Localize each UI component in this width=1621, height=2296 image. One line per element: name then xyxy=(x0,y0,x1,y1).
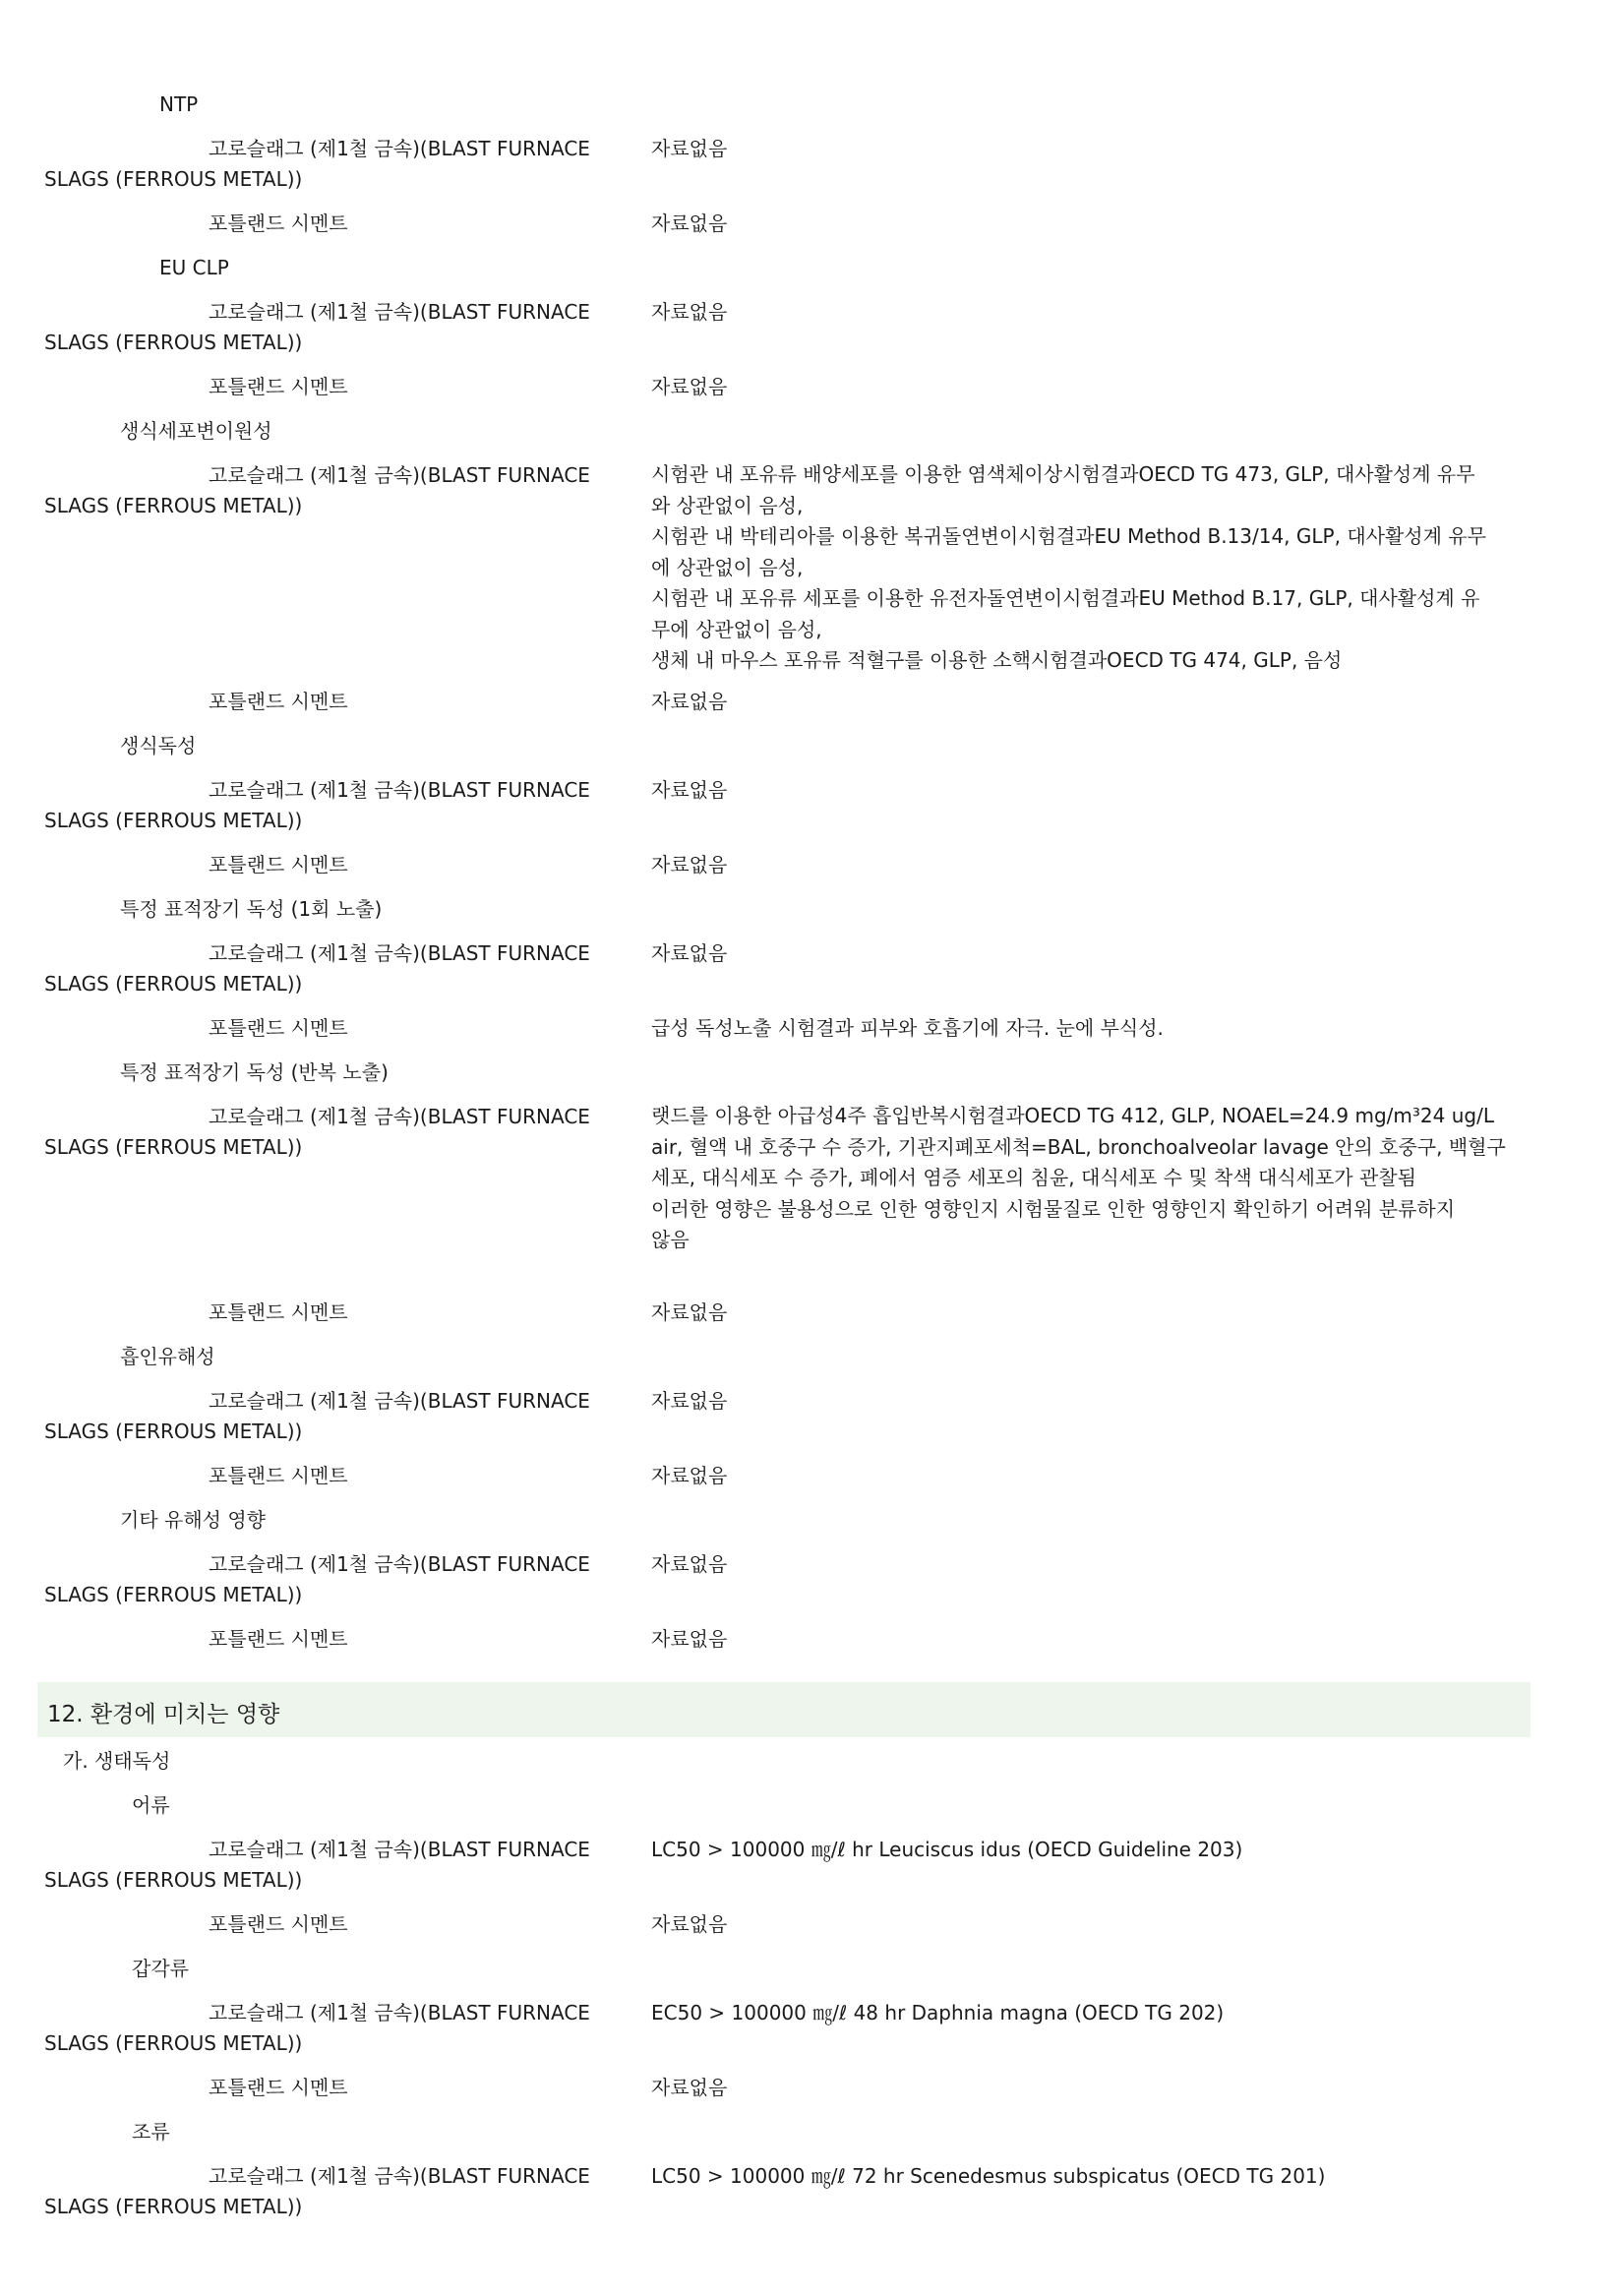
reproductive-label: 생식독성 xyxy=(120,734,197,757)
substance-cement-name: 포틀랜드 시멘트 xyxy=(209,1016,348,1040)
value-line: 시험관 내 포유류 배양세포를 이용한 염색체이상시험결과OECD TG 473, GLP, 대사활성계 유무 xyxy=(651,462,1475,486)
value-line: air, 혈액 내 호중구 수 증가, 기관지폐포세척=BAL, bronchoalveolar lavage 안의 호중구, 백혈구 xyxy=(651,1134,1506,1159)
germ-cell-label: 생식세포변이원성 xyxy=(120,419,272,443)
value-line: 세포, 대식세포 수 증가, 폐에서 염증 세포의 침윤, 대식세포 수 및 착색 대식세포가 관찰됨 xyxy=(651,1166,1416,1189)
ecotoxicity-label: 가. 생태독성 xyxy=(63,1749,171,1773)
eu-clp-cement-value: 자료없음 xyxy=(651,375,728,398)
eu-clp-slag-value: 자료없음 xyxy=(651,300,728,324)
fish-slag-value: LC50 > 100000 ㎎/ℓ hr Leuciscus idus (OECD Guideline 203) xyxy=(651,1838,1243,1861)
aspiration-label: 흡인유해성 xyxy=(120,1345,215,1368)
ntp-slag-value: 자료없음 xyxy=(651,137,728,160)
substance-slag-name: 고로슬래그 (제1철 금속)(BLAST FURNACE xyxy=(209,137,590,160)
substance-slag-name: 고로슬래그 (제1철 금속)(BLAST FURNACE xyxy=(209,2001,590,2024)
substance-slag-name-cont: SLAGS (FERROUS METAL)) xyxy=(44,494,303,517)
stot-single-label: 특정 표적장기 독성 (1회 노출) xyxy=(120,897,383,921)
substance-slag-name-cont: SLAGS (FERROUS METAL)) xyxy=(44,809,303,832)
substance-slag-name-cont: SLAGS (FERROUS METAL)) xyxy=(44,972,303,996)
fish-label: 어류 xyxy=(132,1793,170,1817)
aspiration-slag-value: 자료없음 xyxy=(651,1389,728,1413)
value-line: 않음 xyxy=(651,1228,690,1251)
ntp-label: NTP xyxy=(159,92,199,116)
crustacea-cement-value: 자료없음 xyxy=(651,2076,728,2099)
value-line: 와 상관없이 음성, xyxy=(651,493,804,517)
substance-slag-name: 고로슬래그 (제1철 금속)(BLAST FURNACE xyxy=(209,1105,590,1128)
substance-cement-name: 포틀랜드 시멘트 xyxy=(209,1627,348,1651)
value-line: 랫드를 이용한 아급성4주 흡입반복시험결과OECD TG 412, GLP, NOAEL=24.9 mg/m³24 ug/L xyxy=(651,1104,1494,1127)
substance-slag-name-cont: SLAGS (FERROUS METAL)) xyxy=(44,2031,303,2055)
stot-repeat-label: 특정 표적장기 독성 (반복 노출) xyxy=(120,1060,389,1084)
fish-cement-value: 자료없음 xyxy=(651,1912,728,1936)
substance-slag-name: 고로슬래그 (제1철 금속)(BLAST FURNACE xyxy=(209,1389,590,1413)
value-line: 시험관 내 포유류 세포를 이용한 유전자돌연변이시험결과EU Method B.17, GLP, 대사활성계 유 xyxy=(651,586,1480,610)
other-slag-value: 자료없음 xyxy=(651,1552,728,1576)
substance-cement-name: 포틀랜드 시멘트 xyxy=(209,375,348,398)
substance-cement-name: 포틀랜드 시멘트 xyxy=(209,211,348,235)
aspiration-cement-value: 자료없음 xyxy=(651,1464,728,1487)
stot-single-cement-value: 급성 독성노출 시험결과 피부와 호흡기에 자극. 눈에 부식성. xyxy=(651,1016,1164,1040)
stot-repeat-slag-value xyxy=(651,1101,1536,1256)
crustacea-label: 갑각류 xyxy=(132,1957,189,1980)
reproductive-cement-value: 자료없음 xyxy=(651,853,728,876)
substance-cement-name: 포틀랜드 시멘트 xyxy=(209,1464,348,1487)
section-12-title: 12. 환경에 미치는 영향 xyxy=(47,1702,280,1727)
substance-slag-name-cont: SLAGS (FERROUS METAL)) xyxy=(44,2195,303,2218)
value-line: 시험관 내 박테리아를 이용한 복귀돌연변이시험결과EU Method B.13/14, GLP, 대사활성계 유무 xyxy=(651,524,1486,548)
substance-slag-name-cont: SLAGS (FERROUS METAL)) xyxy=(44,1583,303,1606)
substance-slag-name-cont: SLAGS (FERROUS METAL)) xyxy=(44,331,303,354)
algae-label: 조류 xyxy=(132,2120,170,2144)
stot-repeat-cement-value: 자료없음 xyxy=(651,1300,728,1324)
substance-slag-name-cont: SLAGS (FERROUS METAL)) xyxy=(44,1868,303,1892)
substance-slag-name: 고로슬래그 (제1철 금속)(BLAST FURNACE xyxy=(209,1838,590,1861)
germ-cell-cement-value: 자료없음 xyxy=(651,690,728,713)
algae-slag-value: LC50 > 100000 ㎎/ℓ 72 hr Scenedesmus subspicatus (OECD TG 201) xyxy=(651,2164,1326,2188)
germ-cell-slag-value xyxy=(651,459,1536,677)
substance-slag-name-cont: SLAGS (FERROUS METAL)) xyxy=(44,167,303,191)
value-line: 이러한 영향은 불용성으로 인한 영향인지 시험물질로 인한 영향인지 확인하기 어려워 분류하지 xyxy=(651,1196,1456,1221)
substance-slag-name: 고로슬래그 (제1철 금속)(BLAST FURNACE xyxy=(209,300,590,324)
substance-cement-name: 포틀랜드 시멘트 xyxy=(209,853,348,876)
substance-cement-name: 포틀랜드 시멘트 xyxy=(209,690,348,713)
substance-slag-name: 고로슬래그 (제1철 금속)(BLAST FURNACE xyxy=(209,941,590,965)
substance-cement-name: 포틀랜드 시멘트 xyxy=(209,2076,348,2099)
value-line: 에 상관없이 음성, xyxy=(651,555,804,579)
other-cement-value: 자료없음 xyxy=(651,1627,728,1651)
substance-slag-name-cont: SLAGS (FERROUS METAL)) xyxy=(44,1420,303,1443)
substance-slag-name-cont: SLAGS (FERROUS METAL)) xyxy=(44,1135,303,1159)
substance-slag-name: 고로슬래그 (제1철 금속)(BLAST FURNACE xyxy=(209,463,590,487)
substance-slag-name: 고로슬래그 (제1철 금속)(BLAST FURNACE xyxy=(209,1552,590,1576)
value-line: 무에 상관없이 음성, xyxy=(651,617,822,641)
crustacea-slag-value: EC50 > 100000 ㎎/ℓ 48 hr Daphnia magna (OECD TG 202) xyxy=(651,2001,1225,2024)
stot-single-slag-value: 자료없음 xyxy=(651,941,728,965)
eu-clp-label: EU CLP xyxy=(159,256,229,279)
substance-cement-name: 포틀랜드 시멘트 xyxy=(209,1912,348,1936)
substance-slag-name: 고로슬래그 (제1철 금속)(BLAST FURNACE xyxy=(209,2164,590,2188)
substance-cement-name: 포틀랜드 시멘트 xyxy=(209,1300,348,1324)
substance-slag-name: 고로슬래그 (제1철 금속)(BLAST FURNACE xyxy=(209,778,590,802)
value-line: 생체 내 마우스 포유류 적혈구를 이용한 소핵시험결과OECD TG 474, GLP, 음성 xyxy=(651,648,1343,672)
reproductive-slag-value: 자료없음 xyxy=(651,778,728,802)
ntp-cement-value: 자료없음 xyxy=(651,211,728,235)
other-hazard-label: 기타 유해성 영향 xyxy=(120,1508,266,1532)
